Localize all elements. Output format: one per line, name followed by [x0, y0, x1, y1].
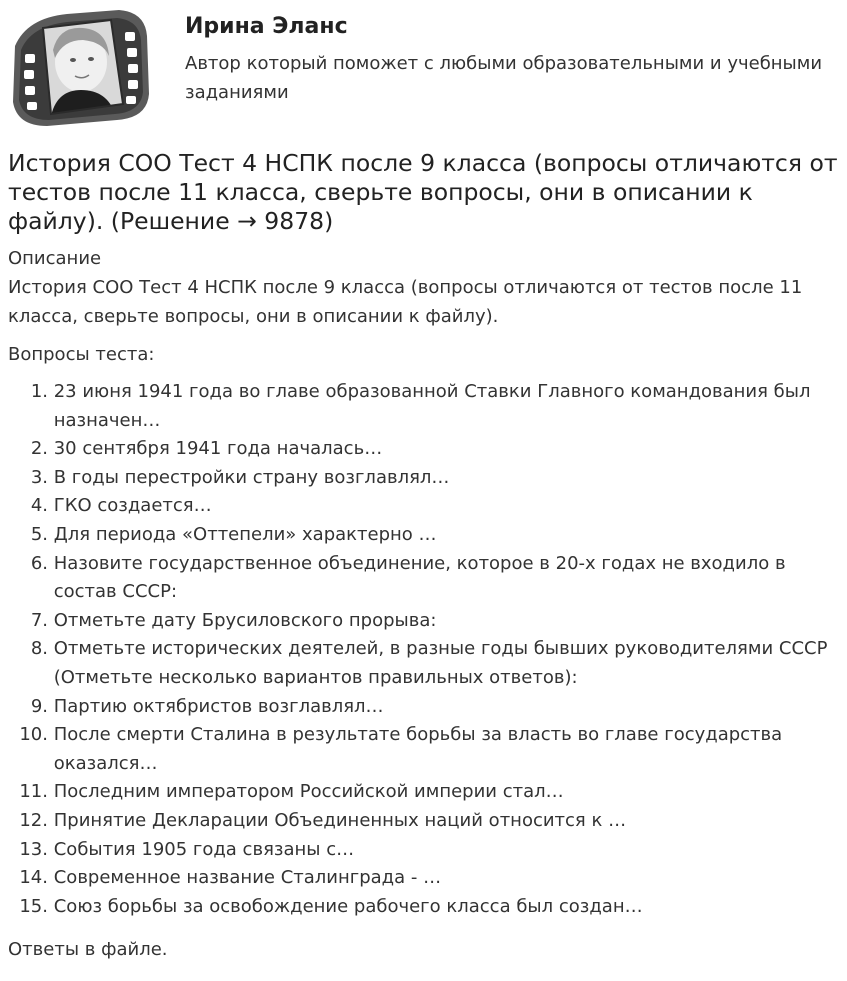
question-number: 1. [30, 381, 48, 402]
questions-label: Вопросы теста: [8, 344, 155, 365]
question-number: 4. [30, 495, 48, 517]
list-item [8, 693, 838, 722]
list-item [8, 464, 838, 493]
page-title: История СОО Тест 4 НСПК после 9 класса (вопросы отличаются от тестов после 11 класса, сверьте вопросы, они в описании к файлу). (Решение → 9878) [8, 149, 838, 235]
question-number: 7. [30, 609, 48, 631]
list-item [8, 635, 838, 692]
description-label: Описание [8, 248, 102, 269]
question-number: 9. [30, 695, 48, 717]
question-text: Для периода «Оттепели» характерно … [53, 523, 437, 545]
description-text: История СОО Тест 4 НСПК после 9 класса (вопросы отличаются от тестов после 11 класса, сверьте вопросы, они в описании к файлу). [8, 277, 803, 327]
question-text: Принятие Декларации Объединенных наций относится к … [53, 809, 627, 831]
question-number: 8. [30, 638, 48, 660]
question-text: После смерти Сталина в результате борьбы за власть во главе государства оказался… [53, 724, 783, 774]
question-number: 3. [30, 466, 48, 488]
list-item [8, 893, 838, 922]
list-item [8, 492, 838, 521]
author-avatar[interactable] [7, 6, 152, 128]
list-item [8, 435, 838, 464]
question-number: 12. [19, 809, 48, 831]
question-number: 5. [30, 523, 48, 545]
list-item [8, 864, 838, 893]
question-number: 10. [19, 724, 48, 746]
list-item [8, 378, 838, 435]
question-text: Современное название Сталинграда - … [53, 867, 442, 889]
list-item [8, 550, 838, 607]
question-text: В годы перестройки страну возглавлял… [53, 466, 450, 488]
question-text: ГКО создается… [53, 495, 212, 517]
question-number: 13. [19, 838, 48, 860]
list-item [8, 721, 838, 778]
author-header [0, 0, 847, 135]
film-frame-photo-icon [7, 6, 152, 128]
question-text: Назовите государственное объединение, которое в 20-х годах не входило в состав СССР: [53, 552, 786, 603]
question-text: Отметьте исторических деятелей, в разные годы бывших руководителями СССР (Отметьте несколько вариантов правильных ответов): [53, 638, 828, 688]
question-text: 23 июня 1941 года во главе образованной Ставки Главного командования был назначен… [53, 381, 811, 431]
question-text: 30 сентября 1941 года началась… [53, 438, 383, 460]
question-number: 14. [19, 867, 48, 889]
author-description: Автор который поможет с любыми образовательными и учебными заданиями [185, 53, 823, 103]
question-text: События 1905 года связаны с… [53, 838, 355, 860]
answers-note: Ответы в файле. [8, 939, 168, 960]
questions-list [8, 378, 838, 921]
author-name[interactable]: Ирина Эланс [185, 14, 348, 39]
list-item [8, 807, 838, 836]
question-number: 6. [30, 552, 48, 574]
question-number: 2. [30, 438, 48, 460]
list-item [8, 836, 838, 865]
list-item [8, 778, 838, 807]
list-item [8, 521, 838, 550]
question-text: Последним императором Российской империи стал… [53, 781, 564, 803]
list-item [8, 607, 838, 636]
question-number: 11. [19, 781, 48, 803]
question-text: Отметьте дату Брусиловского прорыва: [53, 609, 437, 631]
question-text: Партию октябристов возглавлял… [53, 695, 384, 717]
question-text: Союз борьбы за освобождение рабочего класса был создан… [53, 895, 643, 917]
question-number: 15. [19, 895, 48, 917]
